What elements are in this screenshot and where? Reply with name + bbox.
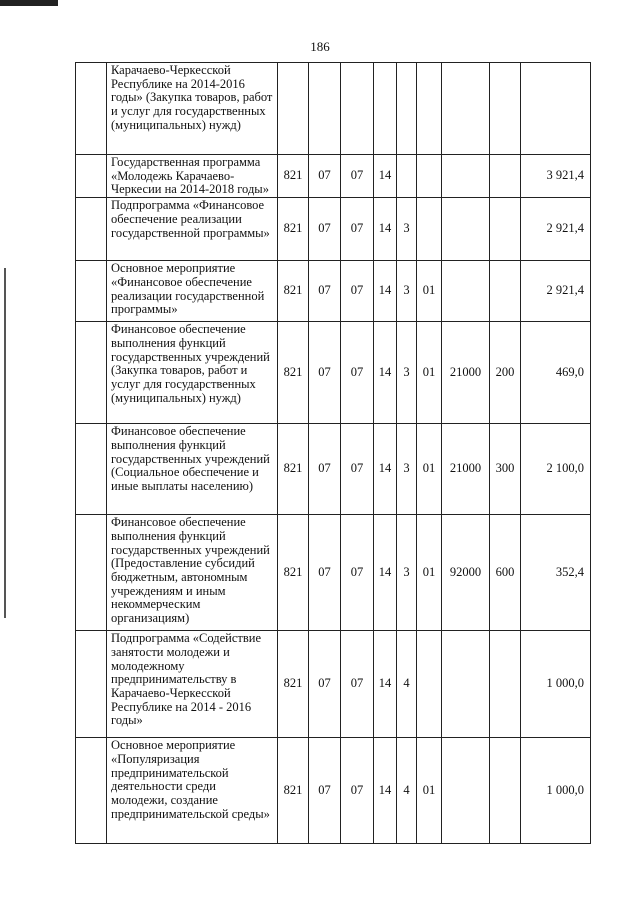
empty-cell [76,631,107,738]
code-subprogram: 3 [397,424,417,515]
row-name: Подпрограмма «Содействие занятости молодежи и молодежному предпринимательству в Карачаево-Черкесской Республике на 2014 - 2016 годы» [107,631,278,738]
code-vr: 200 [490,322,521,424]
table-row [76,198,591,261]
amount: 2 100,0 [521,424,591,515]
code-rz: 07 [309,198,341,261]
code-direction: 21000 [442,322,490,424]
code-subprogram: 3 [397,322,417,424]
table-row [76,63,591,155]
code-subprogram: 4 [397,631,417,738]
table-row [76,424,591,515]
row-name: Финансовое обеспечение выполнения функций государственных учреждений (Социальное обеспечение и иные выплаты населению) [107,424,278,515]
code-program: 14 [374,261,397,322]
budget-table [75,62,591,844]
code-direction [442,63,490,155]
amount: 3 921,4 [521,155,591,198]
code-ved: 821 [278,738,309,844]
code-direction [442,155,490,198]
code-program: 14 [374,155,397,198]
code-direction [442,261,490,322]
code-rz: 07 [309,261,341,322]
table-row [76,738,591,844]
amount: 2 921,4 [521,261,591,322]
row-name: Государственная программа «Молодежь Карачаево-Черкесии на 2014-2018 годы» [107,155,278,198]
code-ved: 821 [278,155,309,198]
code-vr: 600 [490,515,521,631]
table-row [76,155,591,198]
code-activity: 01 [417,515,442,631]
empty-cell [76,738,107,844]
amount: 1 000,0 [521,738,591,844]
code-pr: 07 [341,424,374,515]
code-ved: 821 [278,322,309,424]
code-direction [442,198,490,261]
amount: 352,4 [521,515,591,631]
code-activity [417,198,442,261]
code-program: 14 [374,322,397,424]
code-pr: 07 [341,155,374,198]
table-row [76,515,591,631]
code-vr: 300 [490,424,521,515]
row-name: Финансовое обеспечение выполнения функций государственных учреждений (Закупка товаров, работ и услуг для государственных (муниципальных) нужд) [107,322,278,424]
code-ved: 821 [278,424,309,515]
empty-cell [76,155,107,198]
code-program: 14 [374,631,397,738]
code-subprogram [397,155,417,198]
row-name: Финансовое обеспечение выполнения функций государственных учреждений (Предоставление субсидий бюджетным, автономным учреждениям и иным некоммерческим организациям) [107,515,278,631]
code-program: 14 [374,198,397,261]
row-name: Основное мероприятие «Популяризация предпринимательской деятельности среди молодежи, создание предпринимательской среды» [107,738,278,844]
empty-cell [76,322,107,424]
code-activity [417,63,442,155]
table-row [76,261,591,322]
code-ved: 821 [278,515,309,631]
code-activity: 01 [417,424,442,515]
code-rz: 07 [309,738,341,844]
code-rz [309,63,341,155]
code-pr: 07 [341,738,374,844]
code-rz: 07 [309,155,341,198]
amount: 2 921,4 [521,198,591,261]
amount: 1 000,0 [521,631,591,738]
code-pr: 07 [341,198,374,261]
code-program [374,63,397,155]
code-vr [490,155,521,198]
code-rz: 07 [309,631,341,738]
code-activity [417,631,442,738]
code-rz: 07 [309,424,341,515]
code-ved: 821 [278,631,309,738]
code-pr: 07 [341,515,374,631]
row-name: Карачаево-Черкесской Республике на 2014-2016 годы» (Закупка товаров, работ и услуг для государственных (муниципальных) нужд) [107,63,278,155]
code-pr [341,63,374,155]
code-vr [490,261,521,322]
code-pr: 07 [341,261,374,322]
empty-cell [76,261,107,322]
code-subprogram: 3 [397,515,417,631]
code-activity: 01 [417,261,442,322]
code-rz: 07 [309,322,341,424]
code-activity: 01 [417,322,442,424]
code-ved: 821 [278,261,309,322]
amount [521,63,591,155]
code-direction: 21000 [442,424,490,515]
code-vr [490,631,521,738]
code-subprogram: 4 [397,738,417,844]
empty-cell [76,424,107,515]
code-direction [442,631,490,738]
table-row [76,322,591,424]
empty-cell [76,515,107,631]
code-activity: 01 [417,738,442,844]
code-subprogram: 3 [397,261,417,322]
code-program: 14 [374,424,397,515]
amount: 469,0 [521,322,591,424]
scan-edge-mark [0,0,58,6]
empty-cell [76,198,107,261]
code-vr [490,63,521,155]
code-program: 14 [374,738,397,844]
code-direction [442,738,490,844]
table-row [76,631,591,738]
empty-cell [76,63,107,155]
code-rz: 07 [309,515,341,631]
code-pr: 07 [341,631,374,738]
code-ved [278,63,309,155]
scan-binding-line [4,268,6,618]
code-pr: 07 [341,322,374,424]
code-program: 14 [374,515,397,631]
code-activity [417,155,442,198]
code-vr [490,198,521,261]
code-subprogram [397,63,417,155]
row-name: Подпрограмма «Финансовое обеспечение реализации государственной программы» [107,198,278,261]
code-direction: 92000 [442,515,490,631]
row-name: Основное мероприятие «Финансовое обеспечение реализации государственной программы» [107,261,278,322]
code-ved: 821 [278,198,309,261]
page-number: 186 [310,39,330,54]
code-vr [490,738,521,844]
code-subprogram: 3 [397,198,417,261]
